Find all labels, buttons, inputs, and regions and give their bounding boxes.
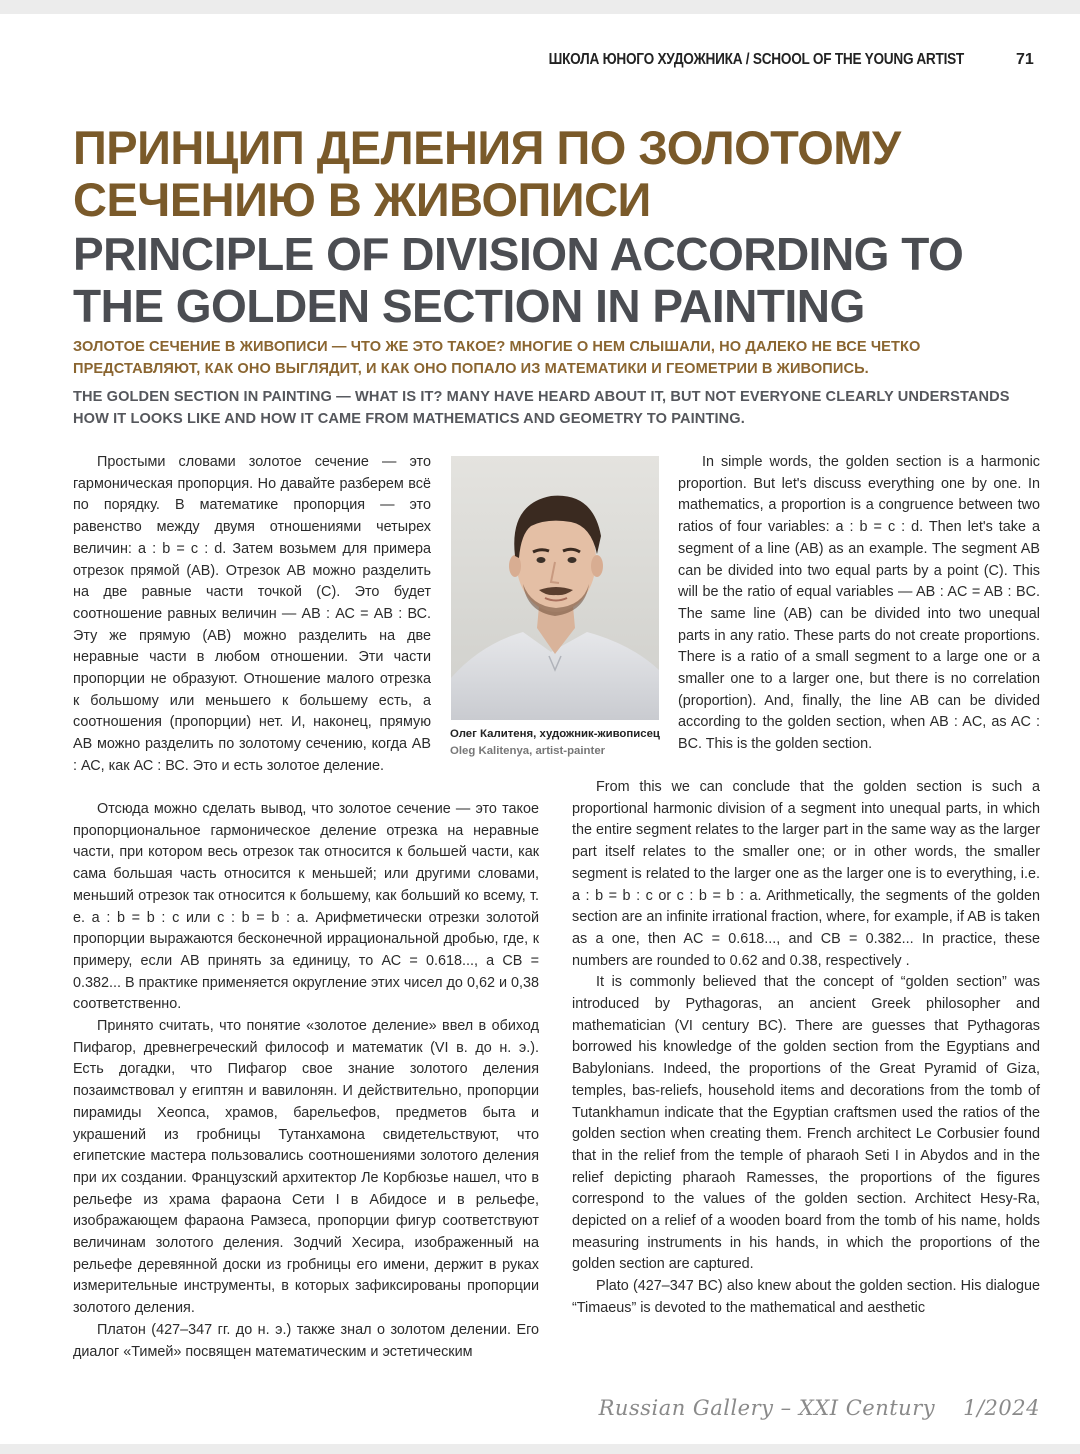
paragraph-ru-3: Принято считать, что понятие «золотое деление» ввел в обиход Пифагор, древнегреческий философ и математик (VI в. до н. э.). Есть догадки, что Пифагор свое знание золотого деления позаимствовал у египтян и вавилонян. И действительно, пропорции пирамиды Хеопса, храмов, барельефов, предметов быта и украшений из гробницы Тутанхамона свидетельствуют, что египетские мастера пользовались соотношениями золотого деления при их создании. Французский архитектор Ле Корбюзье нашел, что в рельефе из храма фараона Сети I в Абидосе и в рельефе, изображающем фараона Рамзеса, пропорции фигур соответствуют величинам золотого деления. Зодчий Хесира, изображенный на рельефе деревянной доски из гробницы его имени, держит в руках измерительные инструменты, в которых зафиксированы пропорции золотого деления. xyxy=(73,1018,539,1317)
issue-number: 1/2024 xyxy=(963,1396,1040,1420)
author-photo xyxy=(451,456,659,720)
page-footer xyxy=(599,1396,1040,1420)
body-column-ru-bottom xyxy=(73,799,539,1363)
body-column-en-bottom xyxy=(572,777,1040,1320)
magazine-name: Russian Gallery – XXI Century xyxy=(598,1396,936,1420)
body-column-ru-top xyxy=(73,452,431,778)
photo-caption xyxy=(450,726,670,760)
lead-paragraph-en: THE GOLDEN SECTION IN PAINTING — WHAT IS IT? MANY HAVE HEARD ABOUT IT, BUT NOT EVERYONE CLEARLY UNDERSTANDS HOW IT LOOKS LIKE AND HOW IT CAME FROM MATHEMATICS AND GEOMETRY TO PAINTING. xyxy=(73,389,1010,427)
section-title: ШКОЛА ЮНОГО ХУДОЖНИКА / SCHOOL OF THE YOUNG ARTIST xyxy=(548,51,964,68)
article-title-en: PRINCIPLE OF DIVISION ACCORDING TO THE GOLDEN SECTION IN PAINTING xyxy=(73,228,964,332)
paragraph-ru-4: Платон (427–347 гг. до н. э.) также знал о золотом делении. Его диалог «Тимей» посвящен математическим и эстетическим xyxy=(73,1321,539,1360)
running-header xyxy=(0,51,1080,73)
bottom-margin-band xyxy=(0,1444,1080,1454)
paragraph-en-1: In simple words, the golden section is a harmonic proportion. But let's discuss everything one by one. In mathematics, a proportion is a congruence between two ratios of four variables: a : b = c : d. Then let's take a segment of a line (AB) as an example. The segment AB can be divided into two equal parts by a point (C). This will be the ratio of equal variables — AB : AC = AB : BC. The same line (AB) can be divided into two unequal parts in any ratio. These parts do not create proportions. There is a ratio of a small segment to a large one or a smaller one to a larger one, but there is no correlation (proportion). And, finally, the line AB can be divided according to the golden section, when AB : AC, as AC : BC. This is the golden section. xyxy=(678,454,1040,753)
photo-caption-ru: Олег Калитеня, художник-живописец xyxy=(450,728,660,740)
article-title-ru: ПРИНЦИП ДЕЛЕНИЯ ПО ЗОЛОТОМУ СЕЧЕНИЮ В ЖИВОПИСИ xyxy=(73,121,901,226)
paragraph-en-4: Plato (427–347 BC) also knew about the golden section. His dialogue “Timaeus” is devoted to the mathematical and aesthetic xyxy=(572,1278,1040,1316)
paragraph-ru-2: Отсюда можно сделать вывод, что золотое сечение — это такое пропорциональное гармоническое деление отрезка на неравные части, при котором весь отрезок так относится к большей части, как сама большая часть относится к меньшей; или другими словами, меньший отрезок так относится к большему, как больший ко всему, т. е. a : b = b : c или c : b = b : a. Арифметически отрезки золотой пропорции выражаются бесконечной иррациональной дробью, где, к примеру, если АВ принять за единицу, то АС = 0.618..., а СВ = 0.382... В практике применяется округление этих чисел до 0,62 и 0,38 соответственно. xyxy=(73,801,539,1013)
paragraph-en-2: From this we can conclude that the golden section is such a proportional harmonic division of a segment into unequal parts, in which the entire segment relates to the larger part in the same way as the larger part itself relates to the smaller one; or in other words, the smaller segment is related to the larger one as the larger one is to everything, i.e. a : b = b : c or c : b = b : a. Arithmetically, the segments of the golden section are an infinite irrational fraction, where, for example, if AB is taken as a one, then AC = 0.618..., and CB = 0.382... In practice, these numbers are rounded to 0.62 and 0.38, respectively . xyxy=(572,779,1040,969)
page-number: 71 xyxy=(1016,51,1034,68)
paragraph-en-3: It is commonly believed that the concept of “golden section” was introduced by Pythagoras, an ancient Greek philosopher and mathematician (VI century BC). There are guesses that Pythagoras borrowed his knowledge of the golden section from the Egyptians and Babylonians. Indeed, the proportions of the Great Pyramid of Giza, temples, bas-reliefs, household items and decorations from the tomb of Tutankhamun indicate that the Egyptian craftsmen used the ratios of the golden section when creating them. French architect Le Corbusier found that in the relief from the temple of pharaoh Seti I in Abydos and in the relief depicting pharaoh Ramesses, the proportions of the figures correspond to the values of the golden section. Architect Hesy-Ra, depicted on a relief of a wooden board from the tomb of his name, holds measuring instruments in his hands, in which the proportions of the golden section are captured. xyxy=(572,974,1040,1273)
top-margin-band xyxy=(0,0,1080,14)
photo-caption-en: Oleg Kalitenya, artist-painter xyxy=(450,745,606,757)
lead-paragraph-ru: ЗОЛОТОЕ СЕЧЕНИЕ В ЖИВОПИСИ — ЧТО ЖЕ ЭТО ТАКОЕ? МНОГИЕ О НЕМ СЛЫШАЛИ, НО ДАЛЕКО НЕ ВСЕ ЧЕТКО ПРЕДСТАВЛЯЮТ, КАК ОНО ВЫГЛЯДИТ, И КАК ОНО ПОПАЛО ИЗ МАТЕМАТИКИ И ГЕОМЕТРИИ В ЖИВОПИСЬ. xyxy=(73,339,921,377)
paragraph-ru-1: Простыми словами золотое сечение — это гармоническая пропорция. Но давайте разберем всё по порядку. В математике пропорция — это равенство между двумя отношениями четырех величин: a : b = c : d. Затем возьмем для примера отрезок прямой (АВ). Отрезок АВ можно разделить на две равные части точкой (С). Это будет соотношение равных величин — АВ : АС = АВ : ВС. Эту же прямую (АВ) можно разделить на две неравные части в любом отношении. Эти части пропорции не образуют. Отношение малого отрезка к большому или меньшего к большему есть, а соотношения (пропорции) нет. И, наконец, прямую АВ можно разделить по золотому сечению, когда АВ : АС, как АС : ВС. Это и есть золотое деление. xyxy=(73,454,431,774)
body-column-en-top xyxy=(678,452,1040,756)
